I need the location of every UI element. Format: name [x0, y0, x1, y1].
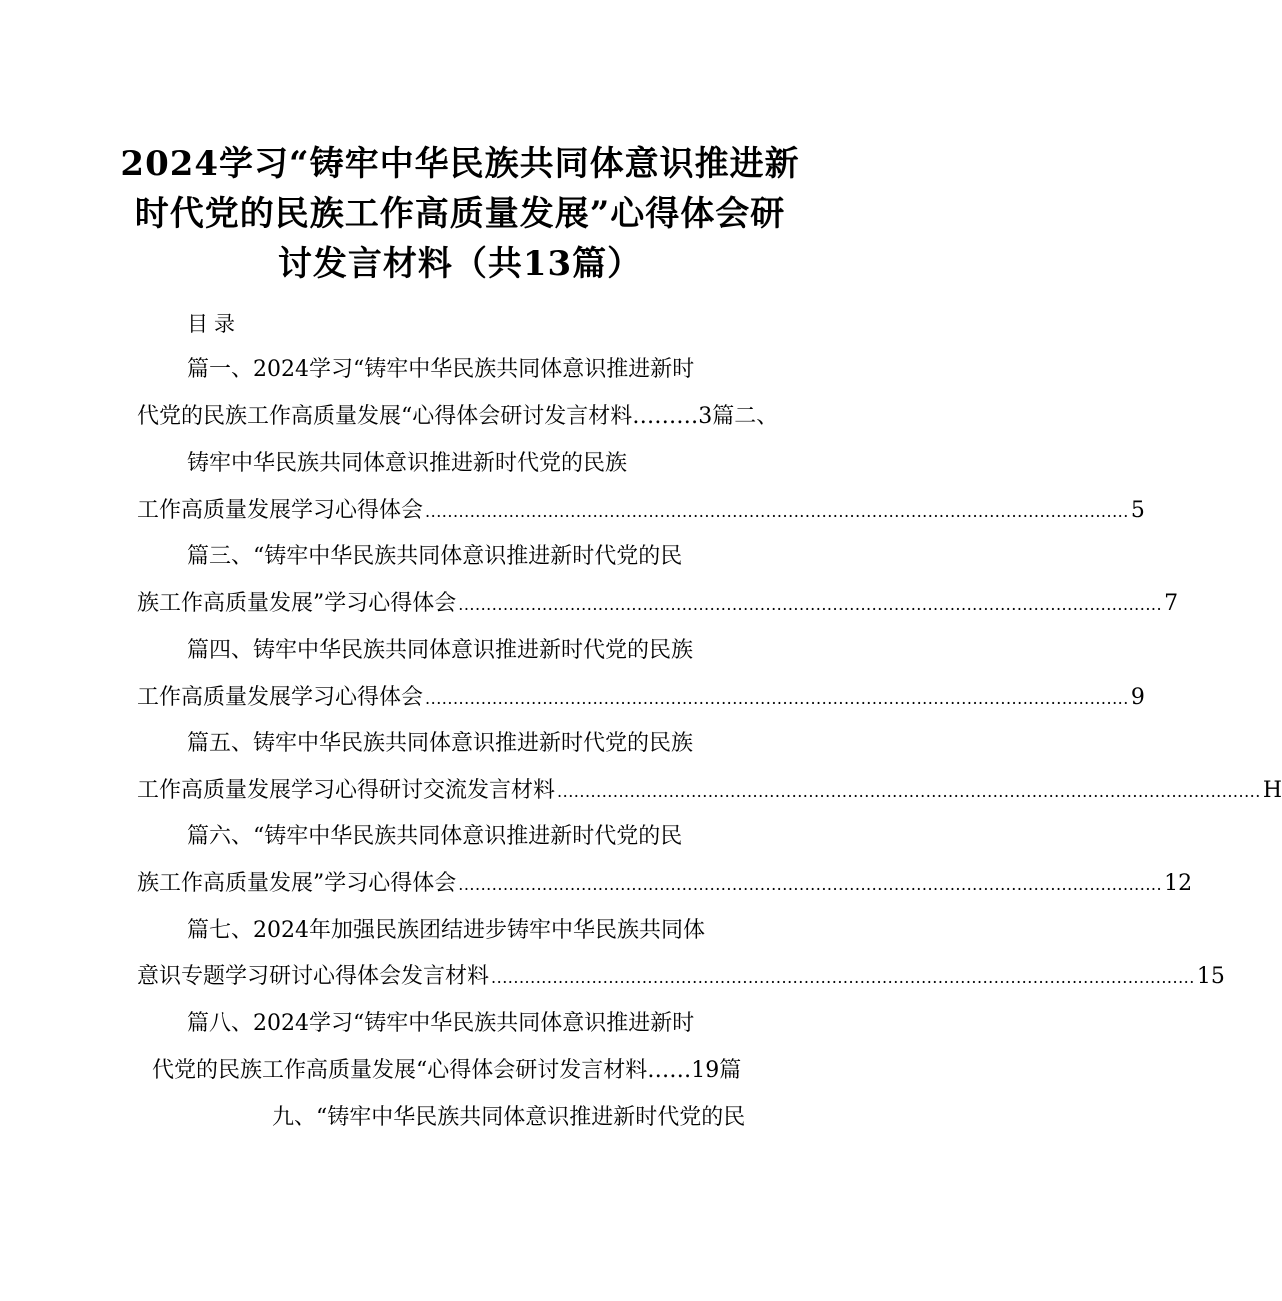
toc-page-number: 12: [1164, 871, 1193, 896]
toc-line: 代党的民族工作高质量发展“心得体会研讨发言材料……19篇: [152, 1058, 742, 1083]
toc-page-number: 7: [1164, 591, 1179, 616]
toc-entry-title: 族工作高质量发展”学习心得体会: [137, 871, 457, 896]
toc-heading: 目录: [187, 312, 241, 336]
toc-page-number: H: [1262, 778, 1282, 803]
document-title-line-2: 时代党的民族工作高质量发展”心得体会研: [134, 194, 786, 234]
toc-line: 篇七、2024年加强民族团结进步铸牢中华民族共同体: [187, 918, 705, 943]
toc-line: 篇六、“铸牢中华民族共同体意识推进新时代党的民: [187, 824, 683, 849]
toc-entry: [137, 683, 1145, 714]
toc-line: 代党的民族工作高质量发展“心得体会研讨发言材料………3篇二、: [137, 404, 779, 429]
toc-page-number: 15: [1196, 964, 1225, 989]
toc-dot-leader: ..............................................................................................................................: [491, 968, 1195, 987]
toc-page-number: 5: [1130, 498, 1145, 523]
toc-dot-leader: ..............................................................................................................................: [425, 502, 1129, 521]
toc-line: 九、“铸牢中华民族共同体意识推进新时代党的民: [272, 1105, 746, 1130]
toc-entry-title: 工作高质量发展学习心得体会: [137, 498, 424, 523]
toc-entry: [137, 869, 1193, 900]
toc-line: 篇四、铸牢中华民族共同体意识推进新时代党的民族: [187, 638, 694, 663]
toc-line: 篇三、“铸牢中华民族共同体意识推进新时代党的民: [187, 544, 683, 569]
toc-page-number: 9: [1130, 685, 1145, 710]
toc-line: 篇八、2024学习“铸牢中华民族共同体意识推进新时: [187, 1011, 695, 1036]
toc-dot-leader: ..............................................................................................................................: [425, 689, 1129, 708]
toc-entry-title: 工作高质量发展学习心得体会: [137, 685, 424, 710]
toc-dot-leader: ..............................................................................................................................: [458, 595, 1163, 614]
toc-line: 篇一、2024学习“铸牢中华民族共同体意识推进新时: [187, 357, 695, 382]
toc-entry: [137, 962, 1225, 993]
toc-line: 篇五、铸牢中华民族共同体意识推进新时代党的民族: [187, 731, 694, 756]
toc-entry-title: 意识专题学习研讨心得体会发言材料: [137, 964, 490, 989]
toc-dot-leader: ..............................................................................................................................: [458, 875, 1163, 894]
toc-entry: [137, 589, 1179, 620]
document-title-line-3: 讨发言材料（共13篇）: [277, 244, 643, 284]
toc-dot-leader: ..............................................................................................................................: [557, 782, 1261, 801]
toc-entry: [137, 496, 1145, 527]
toc-line: 铸牢中华民族共同体意识推进新时代党的民族: [187, 451, 628, 476]
document-title-line-1: 2024学习“铸牢中华民族共同体意识推进新: [120, 144, 800, 184]
toc-entry: [137, 776, 1282, 807]
toc-entry-title: 工作高质量发展学习心得研讨交流发言材料: [137, 778, 556, 803]
toc-entry-title: 族工作高质量发展”学习心得体会: [137, 591, 457, 616]
